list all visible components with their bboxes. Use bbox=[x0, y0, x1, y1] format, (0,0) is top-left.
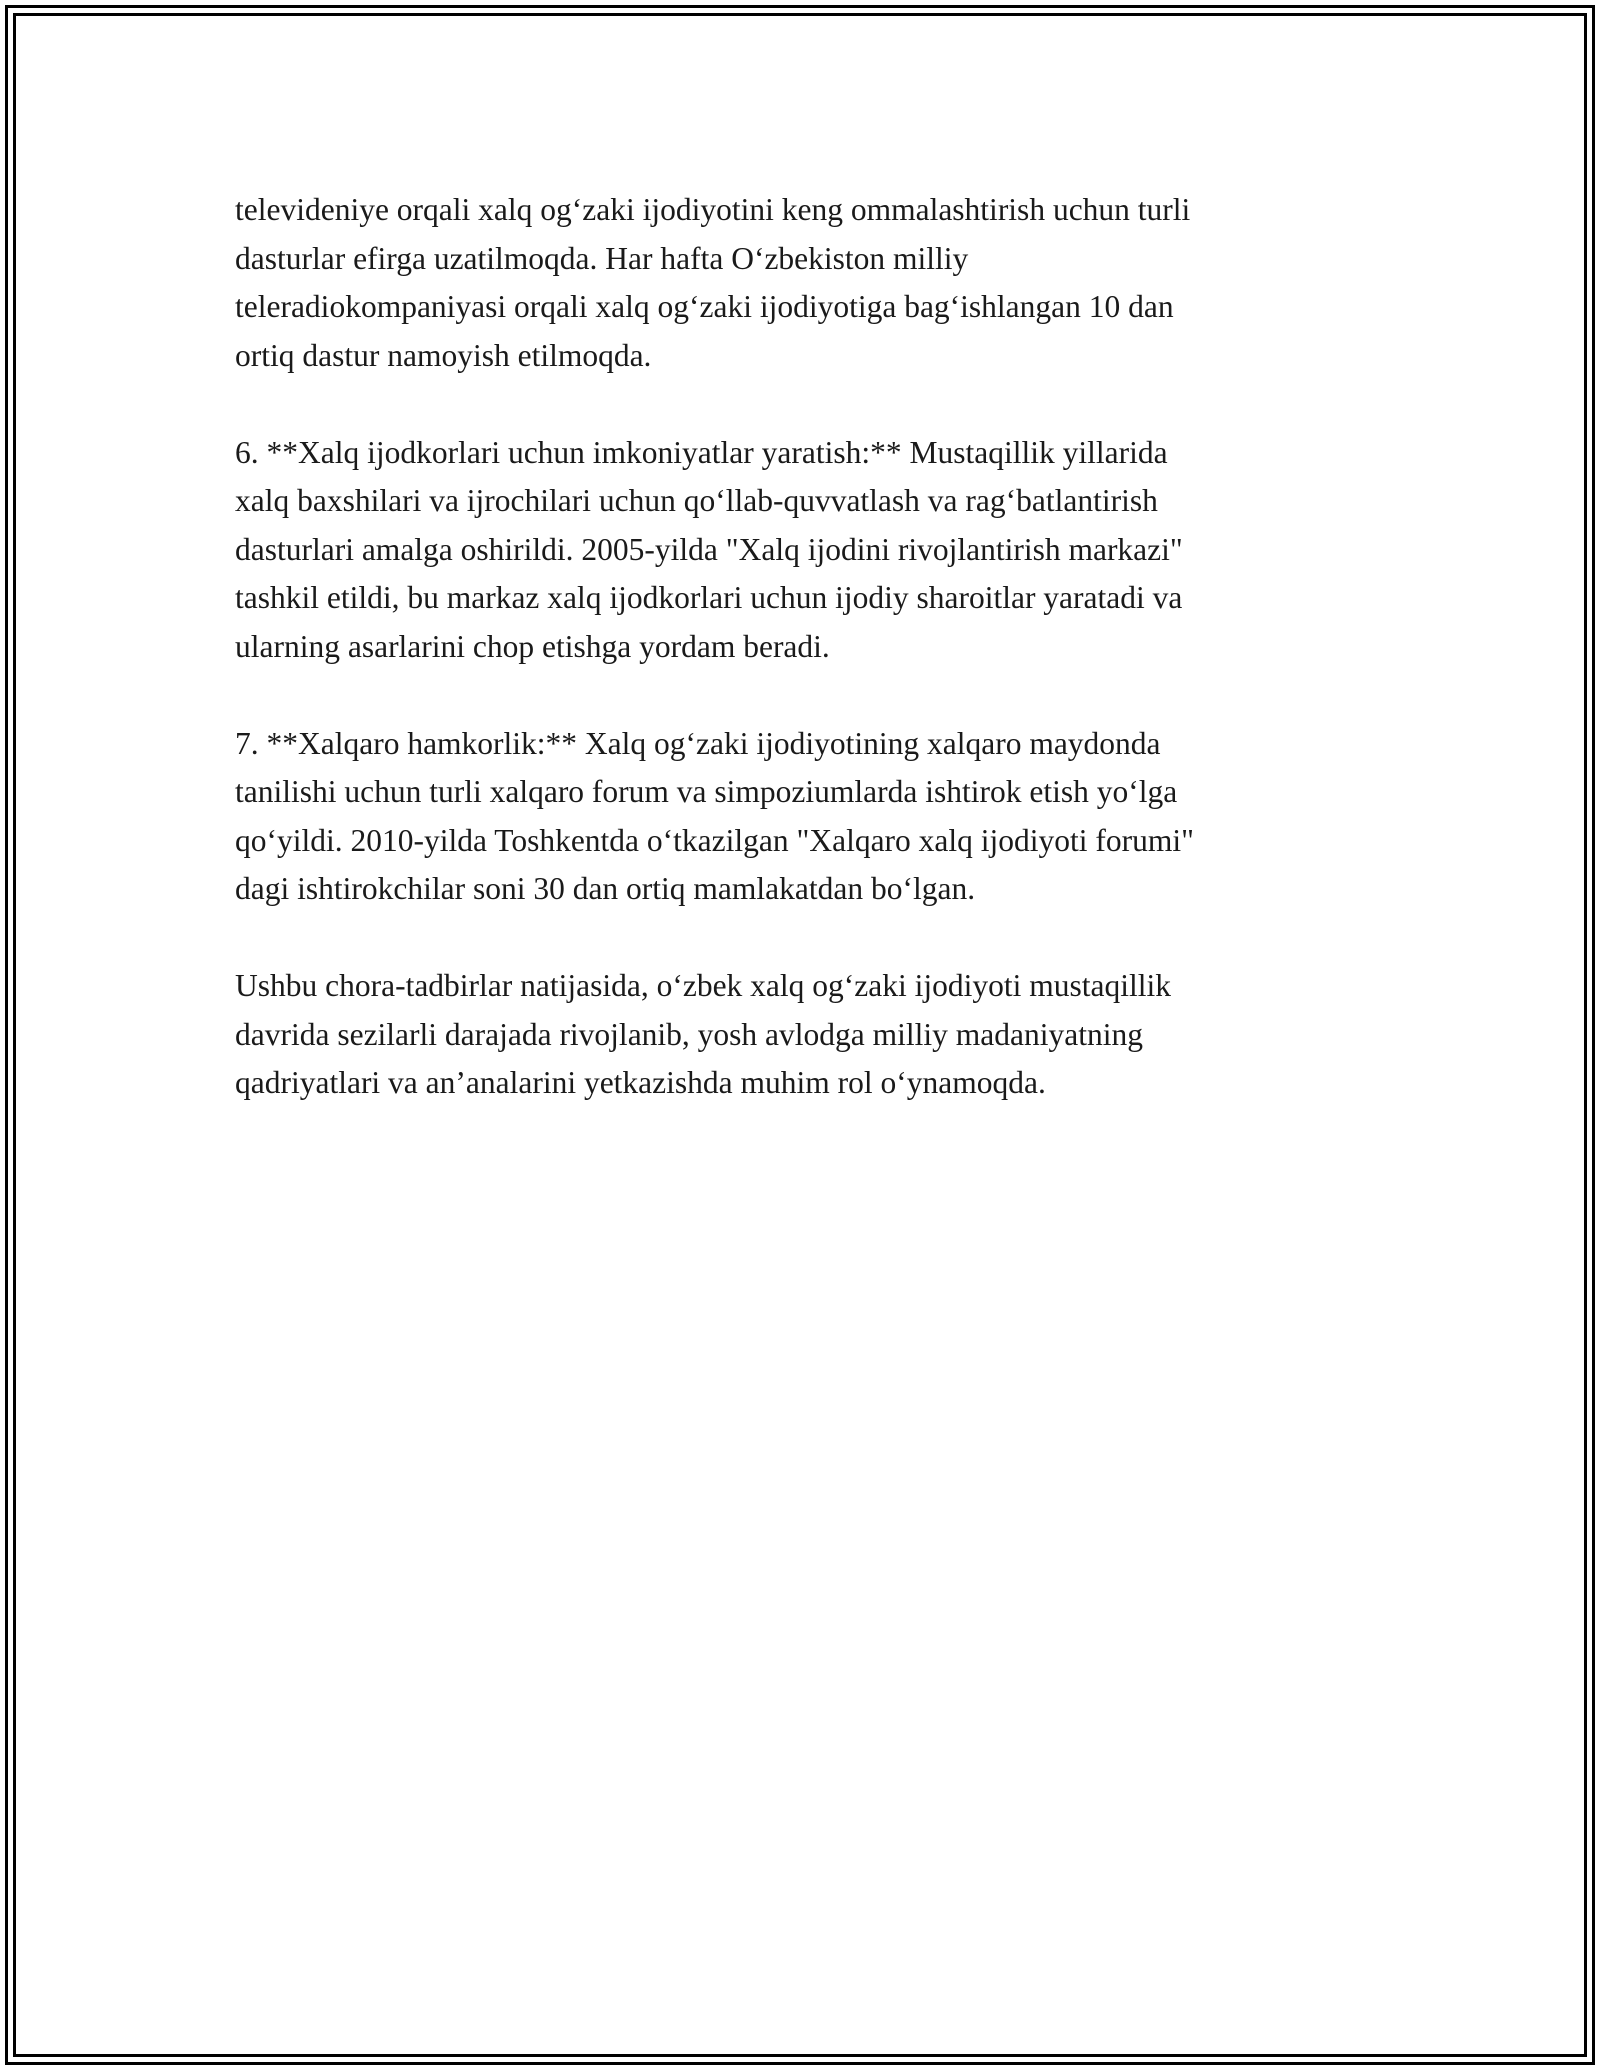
paragraph-television-programs: televideniye orqali xalq og‘zaki ijodiyotini keng ommalashtirish uchun turli dasturlar efirga uzatilmoqda. Har hafta O‘zbekiston milliy teleradiokompaniyasi orqali xalq og‘zaki ijodiyotiga bag‘ishlangan 10 dan ortiq dastur namoyish etilmoqda. bbox=[235, 192, 1191, 373]
paragraph-conclusion: Ushbu chora-tadbirlar natijasida, o‘zbek xalq og‘zaki ijodiyoti mustaqillik davrida sezilarli darajada rivojlanib, yosh avlodga milliy madaniyatning qadriyatlari va an’analarini yetkazishda muhim rol o‘ynamoqda. bbox=[235, 968, 1172, 1100]
document-body bbox=[235, 186, 1375, 1156]
paragraph-item-7-international-cooperation: 7. **Xalqaro hamkorlik:** Xalq og‘zaki ijodiyotining xalqaro maydonda tanilishi uchun turli xalqaro forum va simpoziumlarda ishtirok etish yo‘lga qo‘yildi. 2010-yilda Toshkentda o‘tkazilgan "Xalqaro xalq ijodiyoti forumi" dagi ishtirokchilar soni 30 dan ortiq mamlakatdan bo‘lgan. bbox=[235, 725, 1194, 906]
paragraph-item-6-folk-creators: 6. **Xalq ijodkorlari uchun imkoniyatlar yaratish:** Mustaqillik yillarida xalq baxshilari va ijrochilari uchun qo‘llab-quvvatlash va rag‘batlantirish dasturlari amalga oshirildi. 2005-yilda "Xalq ijodini rivojlantirish markazi" tashkil etildi, bu markaz xalq ijodkorlari uchun ijodiy sharoitlar yaratadi va ularning asarlarini chop etishga yordam beradi. bbox=[235, 434, 1183, 664]
